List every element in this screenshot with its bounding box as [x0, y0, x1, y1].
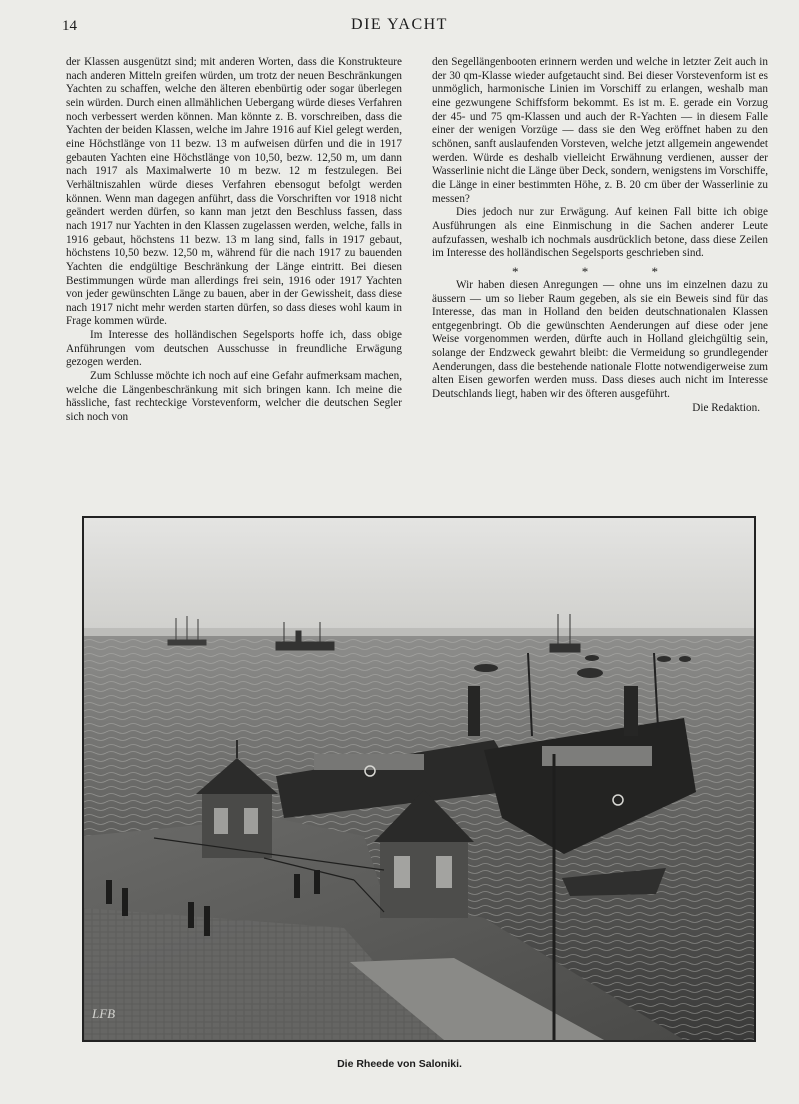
- harbor-photograph: [82, 516, 756, 1042]
- right-text-column: [432, 56, 768, 415]
- page-number: 14: [62, 18, 77, 34]
- section-separator: * * *: [512, 263, 688, 279]
- left-text-column: [66, 56, 402, 425]
- paragraph: Im Interesse des holländischen Segelsports hoffe ich, dass obige Anführungen vom deutschen Ausschusse in freundliche Erwägung gezogen werden.: [66, 329, 402, 369]
- sky: [84, 518, 754, 636]
- paragraph: Zum Schlusse möchte ich noch auf eine Gefahr aufmerksam machen, welche die Längenbeschränkung mit sich bringen kann. Ich meine die hässliche, fast rechteckige Vorstevenform, welcher die deutschen Segler sich noch von: [66, 370, 402, 424]
- paragraph: den Segellängenbooten erinnern werden und welche in letzter Zeit auch in der 30 qm-Klasse wieder aufgetaucht sind. Bei dieser Vorstevenform ist es unmöglich, harmonische Linien im Vorschiff zu erlangen, weshalb man eine gezwungene Schiffsform bekommt. Es ist m. E. gerade ein Vorzug der 45- und 75 qm-Klassen und auch der R-Yachten — in diesem Falle einer der wenigen Vorzüge — dass sie den Weg eröffnet haben zu den schönen, sanft auslaufenden Vorsteven, welche jetzt allgemein angewendet werden. Würde es deshalb vielleicht Erwähnung verdienen, ausser der Wasserlinie nicht die Länge über Deck, sondern, wenigstens im Vorschiffe, die Länge in einer bestimmten Höhe, z. B. 20 cm über der Wasserlinie zu messen?: [432, 56, 768, 205]
- running-head: DIE YACHT: [351, 16, 448, 33]
- photo-caption: Die Rheede von Saloniki.: [337, 1058, 462, 1070]
- paragraph: der Klassen ausgenützt sind; mit anderen Worten, dass die Konstrukteure nach anderen Mitteln greifen würden, um trotz der neuen Beschränkungen Yachten zu schaffen, welche den älteren ebenbürtig oder sogar überlegen sein würden. Durch einen allmählichen Uebergang würde dieses Verfahren noch verbessert werden können. Man könnte z. B. vorschreiben, dass die Yachten der beiden Klassen, welche im Jahre 1916 auf Kiel gelegt werden, eine Höchstlänge von 11 bezw. 13 m aufweisen dürfen und die in 1917 gebauten Yachten eine Höchstlänge von 10,50, bezw. 12,50 m, um dann nach 1917 als Maximalwerte 10 m bezw. 12 m festzulegen. Bei Verhältniszahlen würde dieses Verfahren ebensogut befolgt werden können. Wenn man dagegen anführt, dass die Vorschriften vor 1918 nicht geändert werden dürfen, so kann man jetzt den Beschluss fassen, dass nach 1917 nur Yachten in den Klassen zugelassen werden, welche, falls in 1916 gebaut, höchstens 11 bezw. 13 m lang sind, falls in 1917 gebaut, höchstens 10,50 bezw. 12,50 m, während für die nach 1917 zu bauenden Yachten die endgültige Beschränkung der Länge eintritt. Bei diesen Bestimmungen würde man allerdings frei sein, 1916 oder 1917 Yachten von jeder gewünschten Länge zu bauen, aber in der Gewissheit, dass diese nach 1917 nicht mehr werden starten dürfen, so dass dieses wohl kaum in Frage kommen würde.: [66, 56, 402, 328]
- editorial-signature: Die Redaktion.: [692, 401, 760, 414]
- paragraph: Dies jedoch nur zur Erwägung. Auf keinen Fall bitte ich obige Ausführungen als eine Einmischung in die Sachen anderer Leute aufzufassen, weshalb ich nochmals ausdrücklich betone, dass diese Zeilen im Interesse des holländischen Segelsports geschrieben sind.: [432, 206, 768, 260]
- paragraph: Wir haben diesen Anregungen — ohne uns im einzelnen dazu zu äussern — um so lieber Raum gegeben, als sie ein Beweis sind für das Interesse, das man in Holland den beiden deutschnationalen Klassen entgegenbringt. Ob die gewünschten Aenderungen auf diese oder jene Weise vorgenommen werden, dürfte auch in Holland gleichgültig sein, solange der Endzweck gewahrt bleibt: die Vermeidung so grundlegender Aenderungen, dass die bestehende nationale Flotte notwendigerweise zum alten Eisen geworfen werden muss. Dass dieses auch nicht im Interesse Deutschlands liegt, haben wir des öfteren ausgeführt.: [432, 278, 768, 401]
- photographer-monogram: LFB: [92, 1006, 116, 1021]
- harbor-photo-illustration: [84, 518, 754, 1040]
